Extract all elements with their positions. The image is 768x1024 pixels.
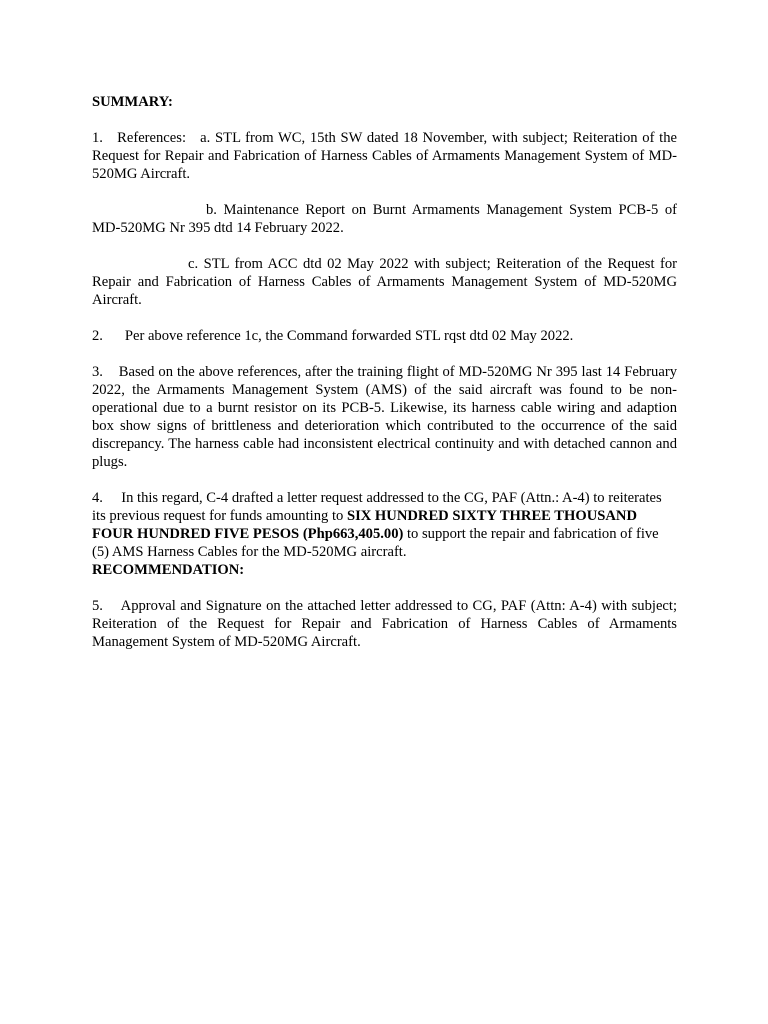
reference-b <box>92 201 677 237</box>
para-2-number: 2. <box>92 328 103 344</box>
reference-a-marker: a. <box>200 130 211 146</box>
paragraph-2 <box>92 327 677 345</box>
reference-c <box>92 255 677 309</box>
para-3-number: 3. <box>92 364 103 380</box>
reference-b-text: Maintenance Report on Burnt Armaments Management System PCB-5 of MD-520MG Nr 395 dtd 14 February 2022. <box>92 202 677 236</box>
para-4-amount: SIX HUNDRED SIXTY THREE THOUSAND FOUR HUNDRED FIVE PESOS (Php663,405.00) <box>92 508 638 542</box>
para-3-text: Based on the above references, after the training flight of MD-520MG Nr 395 last 14 February 2022, the Armaments Management System (AMS) of the said aircraft was found to be non-operational due to a burnt resistor on its PCB-5. Likewise, its harness cable wiring and adaption box show signs of brittleness and deterioration which contributed to the occurrence of the said discrepancy. The harness cable had inconsistent electrical continuity and with detached cannon and plugs. <box>92 364 677 470</box>
reference-c-marker: c. <box>188 256 199 272</box>
para-5-text: Approval and Signature on the attached letter addressed to CG, PAF (Attn: A-4) with subject; Reiteration of the Request for Repair and Fabrication of Harness Cables of Armaments Management System of MD-520MG Aircraft. <box>92 598 678 650</box>
reference-c-text: STL from ACC dtd 02 May 2022 with subject; Reiteration of the Request for Repair and Fabrication of Harness Cables of Armaments Management System of MD-520MG Aircraft. <box>92 256 677 308</box>
para-4-number: 4. <box>92 490 103 506</box>
paragraph-5 <box>92 597 677 651</box>
para-5-number: 5. <box>92 598 103 614</box>
paragraph-3 <box>92 363 677 471</box>
paragraph-1-references <box>92 129 677 183</box>
document-body <box>92 93 677 651</box>
recommendation-heading: RECOMMENDATION: <box>92 562 245 578</box>
reference-b-marker: b. <box>206 202 217 218</box>
para-4-text-before: In this regard, C-4 drafted a letter request addressed to the CG, PAF (Attn.: A-4) to reiterates its previous request for funds amounting to <box>92 490 662 524</box>
summary-heading: SUMMARY: <box>92 94 173 110</box>
references-label: References: <box>117 130 186 146</box>
reference-a-text: STL from WC, 15th SW dated 18 November, with subject; Reiteration of the Request for Repair and Fabrication of Harness Cables of Armaments Management System of MD-520MG Aircraft. <box>92 130 677 182</box>
para-1-number: 1. <box>92 130 103 146</box>
para-4-text-after: to support the repair and fabrication of five (5) AMS Harness Cables for the MD-520MG aircraft. <box>92 526 659 560</box>
para-2-text: Per above reference 1c, the Command forwarded STL rqst dtd 02 May 2022. <box>124 328 574 344</box>
paragraph-4 <box>92 489 677 561</box>
